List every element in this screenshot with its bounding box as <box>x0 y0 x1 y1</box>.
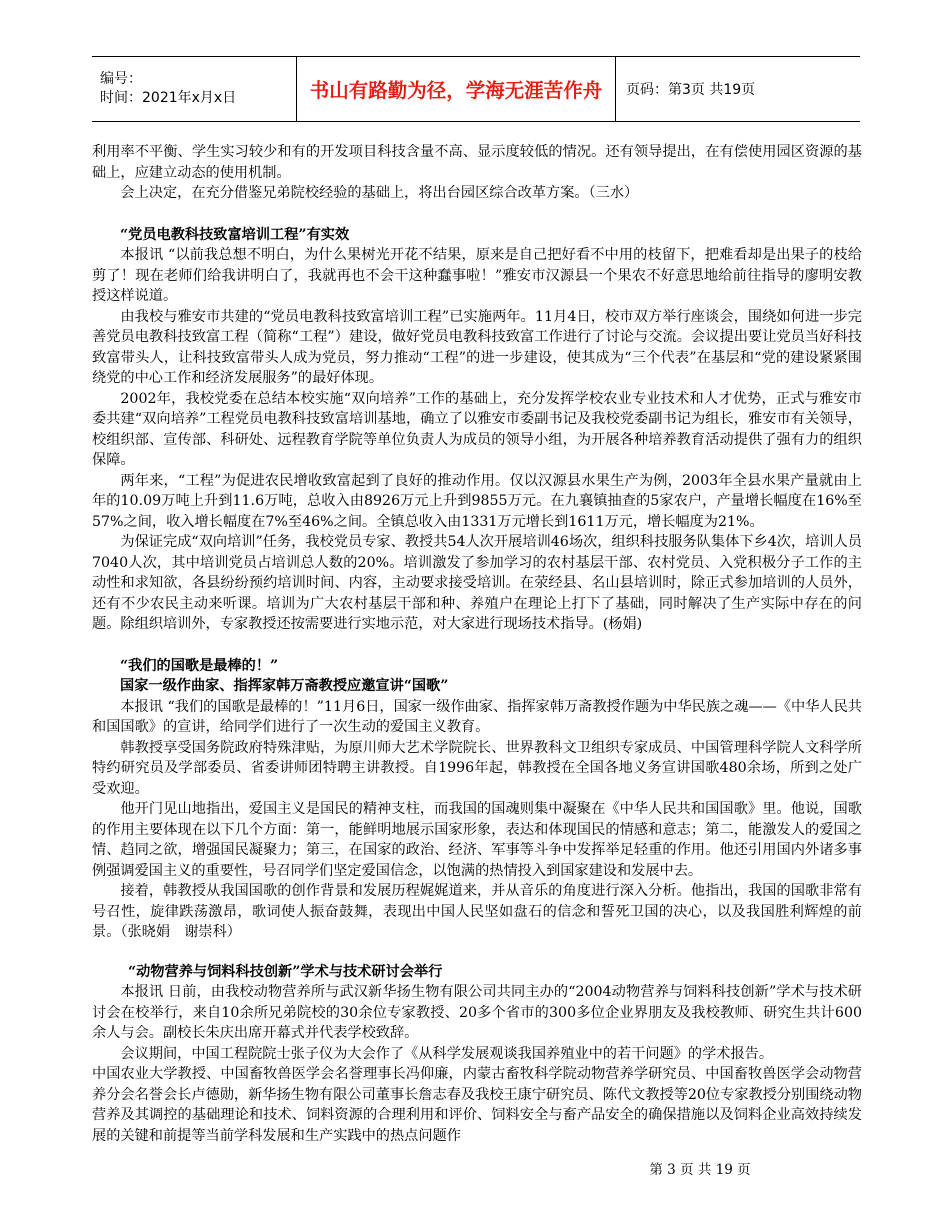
paragraph: 由我校与雅安市共建的“党员电教科技致富培训工程”已实施两年。11月4日，校市双方举行座谈会，围绕如何进一步完善党员电教科技致富工程（简称“工程”）建设，做好党员电教科技致富工作进行了讨论与交流。会议提出要让党员当好科技致富带头人，让科技致富带头人成为党员，努力推动“工程”的进一步建设，使其成为“三个代表”在基层和“党的建设紧紧围绕党的中心工作和经济发展服务”的最好体现。 <box>92 308 862 386</box>
paragraph: 韩教授享受国务院政府特殊津贴，为原川师大艺术学院院长、世界教科文卫组织专家成员、中国管理科学院人文科学所特约研究员及学部委员、省委讲师团特聘主讲教授。自1996年起，韩教授在全国各地义务宣讲国歌480余场，所到之处广受欢迎。 <box>92 739 862 797</box>
paragraph: 为保证完成“双向培训”任务，我校党员专家、教授共54人次开展培训46场次，组织科技服务队集体下乡4次，培训人员7040人次，其中培训党员占培训总人数的20%。培训激发了参加学习的农村基层干部、农村党员、入党积极分子工作的主动性和求知欲，各县纷纷预约培训时间、内容，主动要求接受培训。在荥经县、名山县培训时，除正式参加培训的人员外，还有不少农民主动来听课。培训为广大农村基层干部和种、养殖户在理论上打下了基础，同时解决了生产实际中存在的问题。除组织培训外，专家教授还按需要进行实地示范，对大家进行现场技术指导。(杨娟) <box>92 534 862 632</box>
paragraph: 会上决定，在充分借鉴兄弟院校经验的基础上，将出台园区综合改革方案。（三水） <box>120 185 639 201</box>
doc-number-label: 编号： <box>100 71 142 87</box>
page-header <box>92 56 860 122</box>
paragraph: 接着，韩教授从我国国歌的创作背景和发展历程娓娓道来，并从音乐的角度进行深入分析。他指出，我国的国歌非常有号召性，旋律跌荡激昂，歌词使人振奋鼓舞，表现出中国人民坚如盘石的信念和誓死卫国的决心，以及我国胜利辉煌的前景。（张晓娟 谢崇科） <box>92 883 862 940</box>
date-label: 时间：2021年x月x日 <box>100 90 237 106</box>
footer-page-number: 第 3 页 共 19 页 <box>649 1162 751 1178</box>
paragraph: 会议期间，中国工程院院士张子仪为大会作了《从科学发展观谈我国养殖业中的若干问题》的学术报告。 <box>120 1045 774 1062</box>
article-title: “我们的国歌是最棒的！” <box>120 657 279 674</box>
article-title: “党员电教科技致富培训工程”有实效 <box>120 226 350 243</box>
paragraph: 利用率不平衡、学生实习较少和有的开发项目科技含量不高、显示度较低的情况。还有领导提出，在有偿使用园区资源的基础上，应建立动态的使用机制。 <box>92 144 862 181</box>
paragraph: 本报讯 “以前我总想不明白，为什么果树光开花不结果，原来是自己把好看不中用的枝留下，把难看却是出果子的枝给剪了！现在老师们给我讲明白了，我就再也不会干这种蠢事啦！”雅安市汉源县一个果农不好意思地给前往指导的廖明安教授这样说道。 <box>92 247 862 304</box>
header-meta <box>92 57 296 121</box>
page-footer <box>0 1158 950 1178</box>
article-title: “动物营养与饲料科技创新”学术与技术研讨会举行 <box>128 963 443 980</box>
article-subtitle: 国家一级作曲家、指挥家韩万斋教授应邀宣讲“国歌” <box>120 678 449 694</box>
paragraph: 本报讯 日前，由我校动物营养所与武汉新华扬生物有限公司共同主办的“2004动物营养与饲料科技创新”学术与技术研讨会在校举行，来自10余所兄弟院校的30余位专家教授、20多个省市的300多位企业界朋友及我校教师、研究生共计600余人与会。副校长朱庆出席开幕式并代表学校致辞。 <box>92 984 862 1041</box>
paragraph: 2002年，我校党委在总结本校实施“双向培养”工作的基础上，充分发挥学校农业专业技术和人才优势，正式与雅安市委共建“双向培养”工程党员电教科技致富培训基地，确立了以雅安市委副书记及我校党委副书记为组长，雅安市有关领导，校组织部、宣传部、科研处、远程教育学院等单位负责人为成员的领导小组，为开展各种培养教育活动提供了强有力的组织保障。 <box>92 390 862 468</box>
document-body <box>92 142 862 1146</box>
paragraph: 两年来，“工程”为促进农民增收致富起到了良好的推动作用。仅以汉源县水果生产为例，2003年全县水果产量就由上年的10.09万吨上升到11.6万吨，总收入由8926万元上升到9855万元。在九襄镇抽查的5家农户，产量增长幅度在16%至57%之间，收入增长幅度在7%至46%之间。全镇总收入由1331万元增长到1611万元，增长幅度为21%。 <box>92 472 862 530</box>
paragraph: 本报讯 “我们的国歌是最棒的！”11月6日，国家一级作曲家、指挥家韩万斋教授作题为中华民族之魂——《中华人民共和国国歌》的宣讲，给同学们进行了一次生动的爱国主义教育。 <box>92 698 862 735</box>
paragraph: 中国农业大学教授、中国畜牧兽医学会名誉理事长冯仰廉，内蒙古畜牧科学院动物营养学研究员、中国畜牧兽医学会动物营养分会名誉会长卢德勋，新华扬生物有限公司董事长詹志春及我校王康宁研究员、陈代文教授等20位专家教授分别围绕动物营养及其调控的基础理论和技术、饲料资源的合理利用和评价、饲料安全与畜产品安全的确保措施以及饲料企业高效持续发展的关键和前提等当前学科发展和生产实践中的热点问题作 <box>92 1066 862 1144</box>
page-info <box>616 57 860 121</box>
page-info-text: 页码：第3页 共19页 <box>626 82 756 98</box>
motto <box>296 57 616 121</box>
paragraph: 他开门见山地指出，爱国主义是国民的精神支柱，而我国的国魂则集中凝聚在《中华人民共和国国歌》里。他说，国歌的作用主要体现在以下几个方面：第一，能鲜明地展示国家形象，表达和体现国民的情感和意志；第二，能激发人的爱国之情、趋同之欲，增强国民凝聚力；第三，在国家的政治、经济、军事等斗争中发挥举足轻重的作用。他还引用国内外诸多事例强调爱国主义的重要性，号召同学们坚定爱国信念，以饱满的热情投入到国家建设和发展中去。 <box>92 801 862 879</box>
motto-text: 书山有路勤为径，学海无涯苦作舟 <box>309 79 603 102</box>
